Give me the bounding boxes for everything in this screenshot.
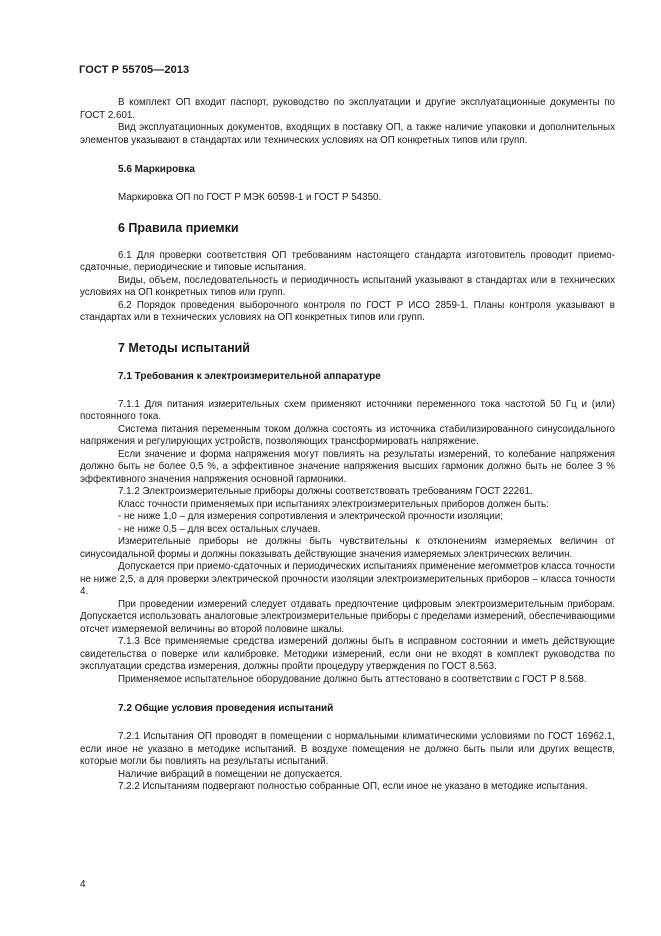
section-7-2-2-text: 7.2.2 Испытаниям подвергают полностью собранные ОП, если иное не указано в методике испытания. (118, 781, 588, 792)
section-6-1-text-2: Виды, объем, последовательность и периодичность испытаний указывают в стандартах или в технических условиях на ОП конкретных типов или групп. (80, 274, 615, 298)
section-6-1-text: 6.1 Для проверки соответствия ОП требованиям настоящего стандарта изготовитель проводит приемо-сдаточные, периодические и типовые испытания. (80, 249, 615, 273)
section-7-1-2-text-4: Допускается при приемо-сдаточных и периодических испытаниях применение мегомметров класса точности не ниже 2,5, а для проверки электрической прочности изоляции электроизмерительных приборов – класса точности 4. (80, 561, 615, 597)
section-7-2-1-text-2: Наличие вибраций в помещении не допускается. (118, 768, 343, 780)
paragraph-docs-kit: В комплект ОП входит паспорт, руководство по эксплуатации и другие эксплуатационные документы по ГОСТ 2.601. (80, 97, 615, 121)
document-header: ГОСТ Р 55705—2013 (79, 64, 190, 76)
document-body (80, 97, 615, 794)
section-5-6-title: 5.6 Маркировка (118, 164, 195, 175)
section-7-title: 7 Методы испытаний (118, 340, 250, 355)
section-7-2-title: 7.2 Общие условия проведения испытаний (118, 703, 334, 714)
section-7-1-title: 7.1 Требования к электроизмерительной аппаратуре (118, 370, 381, 382)
section-7-1-2-text-3: Измерительные приборы не должны быть чувствительны к отклонениям измеряемых величин от синусоидальной формы и должны показывать действующие значения измеряемых электрических величин. (80, 536, 615, 560)
section-7-1-3-text: 7.1.3 Все применяемые средства измерений должны быть в исправном состоянии и иметь действующие свидетельства о поверке или калибровке. Методики измерений, если они не входят в комплект руководства по эксплуатации средства измерения, должны пройти процедуру утверждения по ГОСТ 8.563. (80, 636, 615, 672)
section-7-1-1-text-2: Система питания переменным током должна состоять из источника стабилизированного синусоидального напряжения и регулирующих устройств, позволяющих трансформировать напряжение. (80, 423, 615, 447)
section-7-1-2-list-item-2: - не ниже 0,5 – для всех остальных случаев. (118, 523, 321, 535)
section-7-1-1-text: 7.1.1 Для питания измерительных схем применяют источники переменного тока частотой 50 Гц и (или) постоянного тока. (80, 398, 615, 422)
paragraph-docs-types: Вид эксплуатационных документов, входящих в поставку ОП, а также наличие упаковки и дополнительных элементов указывают в стандартах или технических условиях на ОП конкретных типов или групп. (80, 122, 615, 146)
section-7-1-2-text-2: Класс точности применяемых при испытаниях электроизмерительных приборов должен быть: (118, 498, 549, 510)
section-7-1-3-text-2: Применяемое испытательное оборудование должно быть аттестовано в соответствии с ГОСТ Р 8.568. (118, 673, 587, 685)
section-7-2-1-text: 7.2.1 Испытания ОП проводят в помещении с нормальными климатическими условиями по ГОСТ 16962.1, если иное не указано в методике испытаний. В воздухе помещения не должно быть пыли или других веществ, которые могли бы повлиять на результаты испытаний. (80, 731, 615, 767)
section-7-1-2-text: 7.1.2 Электроизмерительные приборы должны соответствовать требованиям ГОСТ 22261. (118, 486, 533, 497)
section-6-2-text: 6.2 Порядок проведения выборочного контроля по ГОСТ Р ИСО 2859-1. Планы контроля указывают в стандартах или в технических условиях на ОП конкретных типов или групп. (80, 299, 615, 323)
section-7-1-2-list-item-1: - не ниже 1,0 – для измерения сопротивления и электрической прочности изоляции; (118, 511, 503, 522)
page-number: 4 (80, 879, 86, 890)
section-7-1-2-text-5: При проведении измерений следует отдавать предпочтение цифровым электроизмерительным приборам. Допускается использовать аналоговые электроизмерительные приборы с пределами измерений, обеспечивающими отсчет измеряемой величины во второй половине шкалы. (80, 598, 615, 635)
section-6-title: 6 Правила приемки (118, 220, 239, 235)
section-7-1-1-text-3: Если значение и форма напряжения могут повлиять на результаты измерений, то колебание напряжения должно быть не более 0,5 %, а эффективное значение напряжения высших гармоник должно быть не более 3 % эффективного значения напряжения основной гармоники. (80, 448, 615, 485)
section-5-6-text: Маркировка ОП по ГОСТ Р МЭК 60598-1 и ГОСТ Р 54350. (118, 192, 382, 203)
